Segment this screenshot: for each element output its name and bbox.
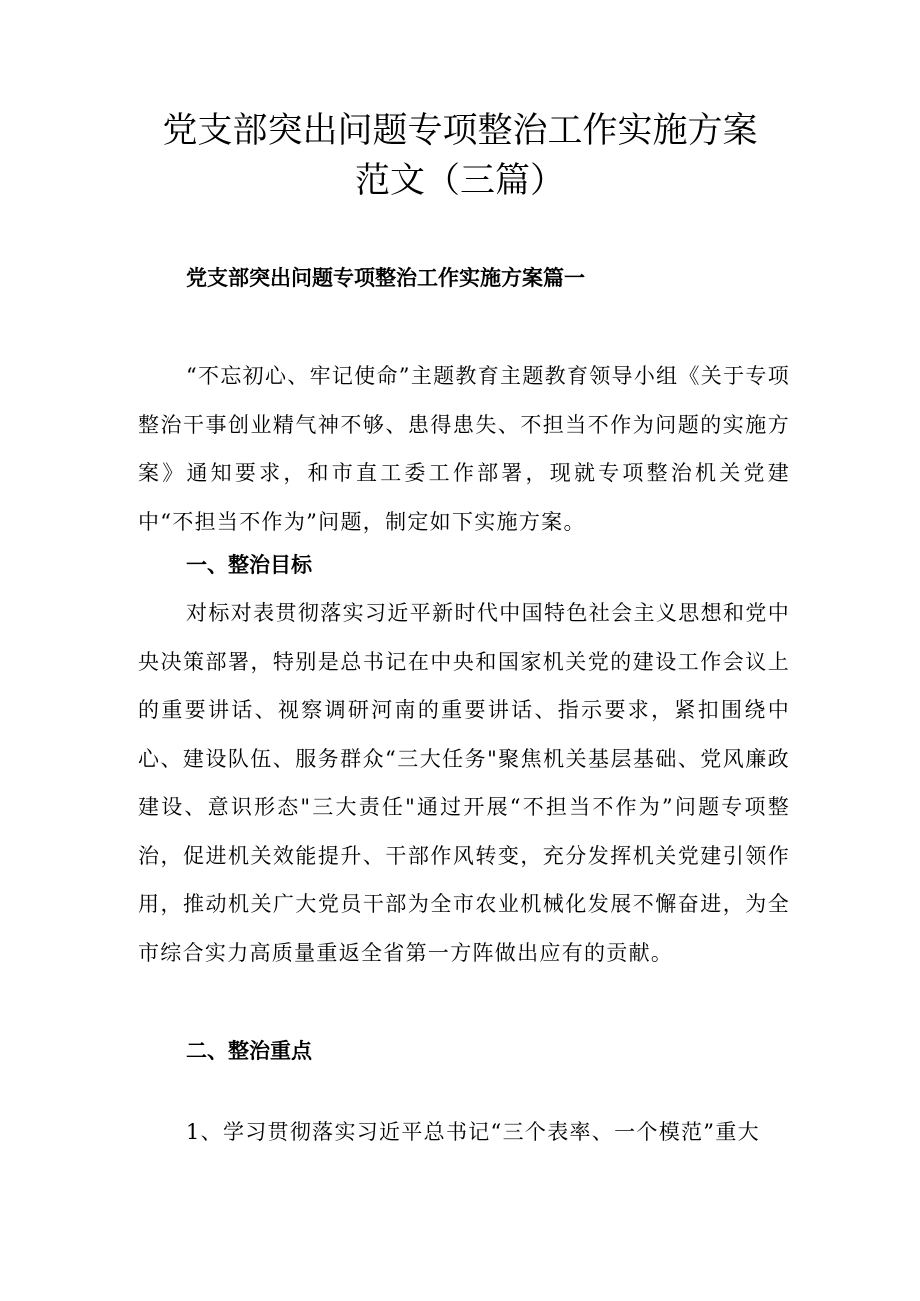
document-title-line-1: 党支部突出问题专项整治工作实施方案 [162, 111, 758, 151]
heading-goal: 一、整治目标 [186, 553, 312, 577]
heading-key-points: 二、整治重点 [186, 1039, 312, 1063]
section-heading: 党支部突出问题专项整治工作实施方案篇一 [186, 266, 585, 290]
intro-paragraph: “不忘初心、牢记使命”主题教育主题教育领导小组《关于专项整治干事创业精气神不够、患得患失、不担当不作为问题的实施方案》通知要求，和市直工委工作部署，现就专项整治机关党建中“不担当不作为”问题，制定如下实施方案。 [138, 364, 790, 534]
key-point-1-paragraph: 1、学习贯彻落实习近平总书记“三个表率、一个模范”重大 [186, 1120, 760, 1144]
goal-paragraph: 对标对表贯彻落实习近平新时代中国特色社会主义思想和党中央决策部署，特别是总书记在中央和国家机关党的建设工作会议上的重要讲话、视察调研河南的重要讲话、指示要求，紧扣围绕中心、建设队伍、服务群众“三大任务"聚焦机关基层基础、党风廉政建设、意识形态"三大责任"通过开展“不担当不作为”问题专项整治，促进机关效能提升、干部作风转变，充分发挥机关党建引领作用，推动机关广大党员干部为全市农业机械化发展不懈奋进，为全市综合实力高质量重返全省第一方阵做出应有的贡献。 [138, 601, 790, 965]
document-title-line-2: 范文（三篇） [354, 161, 565, 201]
